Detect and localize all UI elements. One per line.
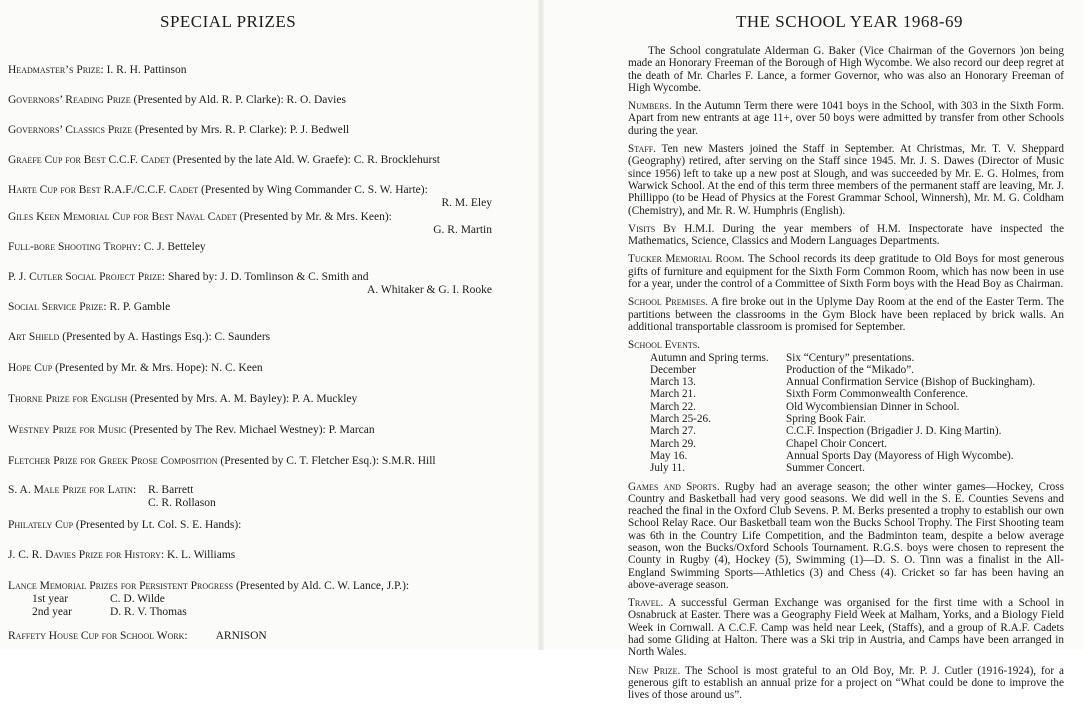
event-title: Old Wycombiensian Dinner in School. (786, 400, 960, 413)
prize-label: P. J. Cutler Social Project Prize (8, 271, 162, 283)
prize-entry (8, 424, 508, 437)
prize-detail: : C. J. Betteley (137, 241, 206, 253)
event-date: Autumn and Spring terms. (650, 351, 769, 364)
prize-detail: (Presented by Wing Commander C. S. W. Harte): (198, 184, 428, 196)
prize-detail: (Presented by Mr. & Mrs. Hope): N. C. Keen (52, 362, 263, 374)
tucker-paragraph (628, 253, 1064, 290)
prize-entry-latin: S. A. Male Prize for Latin: R. Barrett C. R. Rollason (8, 484, 216, 509)
event-title: Six “Century” presentations. (786, 351, 915, 364)
newprize-paragraph (628, 665, 1064, 702)
year-label: 1st year (32, 593, 69, 605)
prize-entry (8, 241, 508, 254)
prize-entry (8, 630, 508, 643)
event-row (628, 438, 1064, 450)
left-page (0, 0, 538, 650)
section-heading: Staff. (628, 143, 656, 156)
prize-entry (8, 184, 508, 210)
event-date: March 25-26. (650, 413, 711, 426)
event-title: Chapel Choir Concert. (786, 437, 887, 450)
numbers-paragraph (628, 100, 1064, 137)
prize-label: J. C. R. Davies Prize for History (8, 549, 161, 561)
visits-paragraph (628, 223, 1064, 248)
prize-label: Philately Cup (8, 519, 74, 531)
events-list (628, 339, 1064, 474)
prize-detail: (Presented by C. T. Fletcher Esq.): S.M.R. Hill (217, 455, 436, 467)
section-heading: School Events. (628, 339, 700, 352)
event-title: C.C.F. Inspection (Brigadier J. D. King Martin). (786, 425, 1002, 438)
event-row (628, 364, 1064, 376)
event-row (628, 462, 1064, 474)
prize-winner: R. M. Eley (441, 197, 492, 209)
premises-paragraph (628, 296, 1064, 333)
prize-detail: (Presented by Mrs. R. P. Clarke): P. J. Bedwell (132, 124, 350, 136)
section-body: During the year members of H.M. Inspectorate have inspected the Mathematics, Science, Classics and Modern Languages Departments. (628, 222, 1064, 248)
prize-entry (8, 362, 508, 375)
event-row (628, 376, 1064, 388)
event-date: July 11. (650, 462, 686, 475)
prize-label: Art Shield (8, 331, 60, 343)
event-date: March 22. (650, 400, 696, 413)
prize-label: Raffety House Cup for School Work (8, 630, 185, 642)
prize-entry (8, 124, 508, 137)
prize-entry (8, 64, 508, 77)
section-body: A fire broke out in the Uplyme Day Room at the end of the Easter Term. The partitions between the classrooms in the Gym Block have been replaced by brick walls. An additional transportable classroom is promised for September. (628, 296, 1064, 333)
section-heading: New Prize. (628, 664, 681, 677)
prize-label: S. A. Male Prize for Latin (8, 484, 133, 496)
section-heading: Travel. (628, 597, 664, 610)
section-body: Ten new Masters joined the Staff in September. At Christmas, Mr. T. V. Sheppard (Geography) retired, after serving on the Staff since 1945. Mr. J. S. Dawes (Director of Music since 1956) left to take up a new post at Slough, and was succeeded by Mr. E. G. Holmes, from Warwick School. At the end of this term three members of the permanent staff are leaving, Mr. J. Phillippo (to be Head of Physics at the Forest Grammar School, Winnersh), Mr. M. G. Coldham (Chemistry), and Mr. R. W. Humphris (English). (628, 143, 1064, 217)
prize-label: Graefe Cup for Best C.C.F. Cadet (8, 154, 170, 166)
event-row (628, 425, 1064, 437)
prize-detail: (Presented by the late Ald. W. Graefe): C. R. Brocklehurst (169, 154, 441, 166)
prize-label: Thorne Prize for English (8, 393, 128, 405)
page-title: THE SCHOOL YEAR 1968-69 (736, 12, 963, 31)
prize-label: Harte Cup for Best R.A.F./C.C.F. Cadet (8, 184, 199, 196)
travel-paragraph (628, 597, 1064, 658)
event-title: Summer Concert. (786, 462, 865, 475)
section-heading: Games and Sports. (628, 480, 720, 493)
section-heading: Numbers. (628, 100, 672, 113)
event-title: Spring Book Fair. (786, 413, 866, 426)
section-heading: Tucker Memorial Room. (628, 253, 745, 266)
event-date: March 29. (650, 437, 696, 450)
prize-entry (8, 549, 508, 562)
prize-label: Lance Memorial Prizes for Persistent Progress (8, 580, 234, 592)
prize-detail: : K. L. Williams (160, 549, 236, 561)
section-body: In the Autumn Term there were 1041 boys in the School, with 303 in the Sixth Form. Apart from new entrants at age 11+, over 50 boys were admitted by transfer from other Schools during the year. (628, 100, 1064, 137)
event-date: December (650, 363, 696, 376)
prize-label: Governors’ Classics Prize (8, 124, 132, 136)
event-title: Sixth Form Commonwealth Conference. (786, 388, 969, 401)
prize-entry (8, 393, 508, 406)
section-body: Rugby had an average season; the other winter games—Hockey, Cross Country and Basketball had very good seasons. We did well in the S. E. Counties Sevens and reached the final in the Oxford Club Sevens. P. M. Berks presented a trophy to establish our own School Relay Race. Our Basketball team won the Bucks School Trophy. The First Shooting team was 6th in the Country Life Competition, and the Badminton team, despite a below average season, won the Bucks/Oxford Schools Tournament. R.G.S. boys were chosen to represent the County in Rugby (4), Hockey (5), Swimming (1)—D. S. O. Tinn was a finalist in the All-England Swimming Sports—Athletics (3) and Chess (4). Cricket so far has been having an above-average season. (628, 480, 1064, 591)
section-heading: Visits By H.M.I. (628, 222, 715, 235)
prize-winner: R. Barrett (148, 484, 194, 496)
prize-entry (8, 455, 528, 468)
school-year-text (628, 45, 1064, 708)
prize-entry (8, 154, 528, 167)
prize-winner: G. R. Martin (433, 224, 492, 236)
prize-detail: (Presented by Ald. R. P. Clarke): R. O. Davies (130, 94, 346, 106)
prize-entry (8, 331, 508, 344)
prize-winner: A. Whitaker & G. I. Rooke (367, 284, 492, 296)
staff-paragraph (628, 143, 1064, 217)
event-row (628, 388, 1064, 400)
intro-paragraph: The School congratulate Alderman G. Baker (Vice Chairman of the Governors )on being made an Honorary Freeman of the Borough of High Wycombe. We also record our deep regret at the death of Mr. Charles F. Lance, a former Governor, who was also an Honorary Freeman of High Wycombe. (628, 45, 1064, 94)
prize-label: Giles Keen Memorial Cup for Best Naval Cadet (8, 211, 237, 223)
event-date: March 21. (650, 388, 696, 401)
prize-entry (8, 271, 508, 297)
prize-detail: (Presented by The Rev. Michael Westney): P. Marcan (126, 424, 375, 436)
prize-detail: (Presented by Ald. C. W. Lance, (233, 580, 387, 592)
prize-entry (8, 94, 508, 107)
prize-label: Governors’ Reading Prize (8, 94, 131, 106)
prize-detail-jp: J.P. (386, 580, 403, 592)
event-date: May 16. (650, 449, 688, 462)
prize-detail: (Presented by A. Hastings Esq.): C. Saunders (59, 331, 271, 343)
prize-detail: : Shared by: J. D. Tomlinson & C. Smith and (161, 271, 369, 283)
right-page (544, 0, 1083, 702)
section-body: The School is most grateful to an Old Boy, Mr. P. J. Cutler (1916-1924), for a generous gift to establish an annual prize for a project on “What could be done to improve the lives of those around us”. (628, 664, 1064, 702)
prize-winner: C. R. Rollason (148, 497, 216, 509)
prize-winner: C. D. Wilde (110, 593, 165, 605)
prize-entry (8, 301, 508, 314)
prize-detail: (Presented by Lt. Col. S. E. Hands): (73, 519, 242, 531)
event-row (628, 401, 1064, 413)
event-title: Annual Confirmation Service (Bishop of Buckingham). (786, 376, 1036, 389)
prize-label: Fletcher Prize for Greek Prose Composition (8, 455, 218, 467)
prize-entry (8, 211, 508, 237)
prize-entry (8, 519, 508, 532)
prize-label: Full-bore Shooting Trophy (8, 241, 138, 253)
section-body: A successful German Exchange was organised for the first time with a School in Osnabruck at Easter. There was a Geography Field Week at Malham, Yorks, and a Biology Field Week in Cornwall. A C.C.F. Camp was held near Leek, (Staffs), and a group of R.A.F. Cadets had some Gliding at Halton. There was a Ski trip in Austria, and Camps have been arranged in North Wales. (628, 597, 1064, 659)
games-paragraph (628, 481, 1064, 592)
prize-label: Headmaster’s Prize (8, 64, 101, 76)
prize-label: Hope Cup (8, 362, 53, 374)
prize-winner: D. R. V. Thomas (110, 606, 187, 618)
prize-detail: : R. P. Gamble (103, 301, 171, 313)
prize-entry-lance (8, 580, 528, 619)
event-date: March 27. (650, 425, 696, 438)
event-date: March 13. (650, 376, 696, 389)
event-row (628, 352, 1064, 364)
section-heading: School Premises. (628, 296, 708, 309)
prize-detail: (Presented by Mrs. A. M. Bayley): P. A. Muckley (127, 393, 358, 405)
section-body: The School records its deep gratitude to Old Boys for most generous gifts of furniture and equipment for the Sixth Form Common Room, which has now been in use for a year, under the control of a Committee of Sixth Form boys with the Head Boy as Chairman. (628, 253, 1064, 291)
year-label: 2nd year (32, 606, 72, 618)
page-title: SPECIAL PRIZES (160, 12, 297, 31)
event-title: Production of the “Mikado”. (786, 363, 915, 376)
event-title: Annual Sports Day (Mayoress of High Wycombe). (786, 449, 1014, 462)
prize-label: Westney Prize for Music (8, 424, 127, 436)
prize-detail-end: ): (402, 580, 410, 592)
prize-winner: ARNISON (215, 630, 267, 642)
prize-detail: : I. R. H. Pattinson (100, 64, 187, 76)
prize-colon: : (184, 630, 188, 642)
event-row (628, 450, 1064, 462)
prize-detail: (Presented by Mr. & Mrs. Keen): (236, 211, 392, 223)
event-row (628, 413, 1064, 425)
prize-label: Social Service Prize (8, 301, 104, 313)
